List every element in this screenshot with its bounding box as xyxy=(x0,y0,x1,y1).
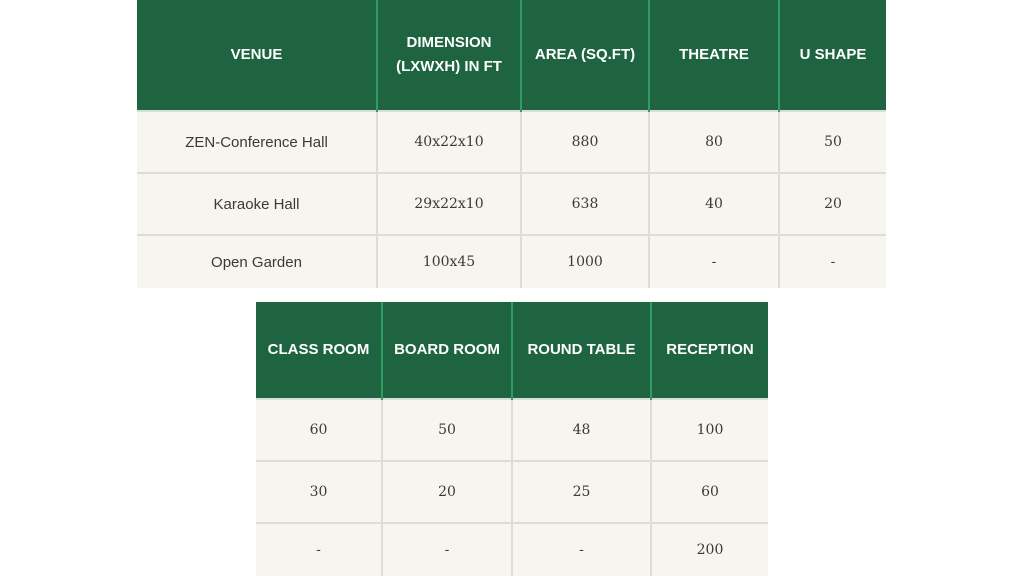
venue-name-cell: Open Garden xyxy=(137,235,377,288)
round-table-cell: - xyxy=(512,523,651,576)
table-row xyxy=(137,111,886,173)
u-shape-cell: 50 xyxy=(779,111,886,173)
table-header-row xyxy=(256,302,768,399)
theatre-cell: 80 xyxy=(649,111,779,173)
theatre-cell: 40 xyxy=(649,173,779,235)
dimension-cell: 40x22x10 xyxy=(377,111,521,173)
dimension-cell: 100x45 xyxy=(377,235,521,288)
round-table-cell: 25 xyxy=(512,461,651,523)
reception-cell: 200 xyxy=(651,523,768,576)
column-header-u-shape: U SHAPE xyxy=(779,0,886,111)
column-header-dimension: DIMENSION (LXWXH) IN FT xyxy=(377,0,521,111)
class-room-cell: - xyxy=(256,523,382,576)
column-header-reception: RECEPTION xyxy=(651,302,768,399)
venue-table xyxy=(137,0,886,288)
table-row xyxy=(256,523,768,576)
table-row xyxy=(256,399,768,461)
column-header-theatre: THEATRE xyxy=(649,0,779,111)
table-row xyxy=(256,461,768,523)
theatre-cell: - xyxy=(649,235,779,288)
u-shape-cell: - xyxy=(779,235,886,288)
column-header-venue: VENUE xyxy=(137,0,377,111)
column-header-round-table: ROUND TABLE xyxy=(512,302,651,399)
venue-name-cell: ZEN-Conference Hall xyxy=(137,111,377,173)
area-cell: 638 xyxy=(521,173,649,235)
column-header-class-room: CLASS ROOM xyxy=(256,302,382,399)
u-shape-cell: 20 xyxy=(779,173,886,235)
area-cell: 880 xyxy=(521,111,649,173)
reception-cell: 100 xyxy=(651,399,768,461)
round-table-cell: 48 xyxy=(512,399,651,461)
board-room-cell: 20 xyxy=(382,461,512,523)
venue-name-cell: Karaoke Hall xyxy=(137,173,377,235)
column-header-board-room: BOARD ROOM xyxy=(382,302,512,399)
class-room-cell: 30 xyxy=(256,461,382,523)
dimension-cell: 29x22x10 xyxy=(377,173,521,235)
class-room-cell: 60 xyxy=(256,399,382,461)
table-row xyxy=(137,173,886,235)
column-header-area: AREA (SQ.FT) xyxy=(521,0,649,111)
reception-cell: 60 xyxy=(651,461,768,523)
capacity-table xyxy=(256,302,768,576)
table-header-row xyxy=(137,0,886,111)
table-row xyxy=(137,235,886,288)
board-room-cell: 50 xyxy=(382,399,512,461)
area-cell: 1000 xyxy=(521,235,649,288)
board-room-cell: - xyxy=(382,523,512,576)
